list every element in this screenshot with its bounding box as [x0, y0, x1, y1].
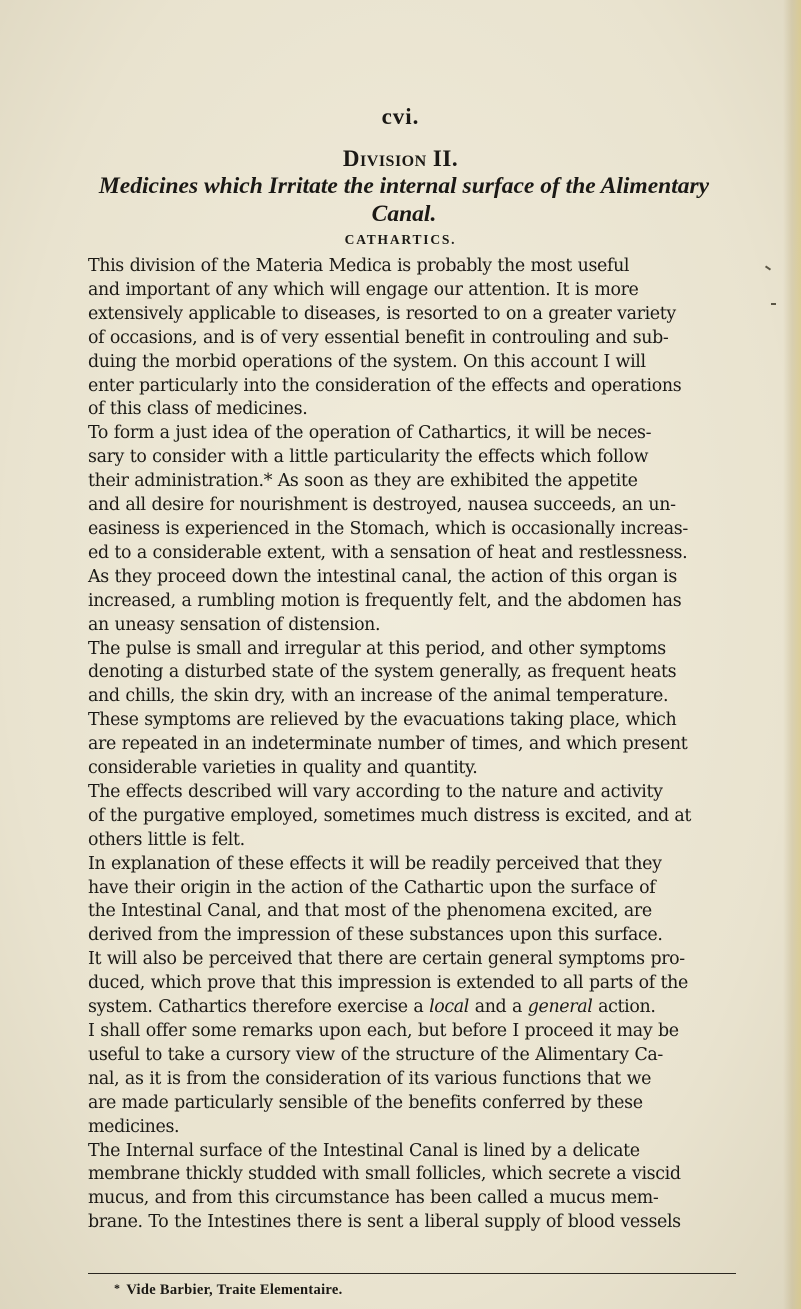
- text-line: This division of the Materia Medica is probably the most useful: [88, 256, 630, 276]
- margin-mark: [771, 303, 776, 305]
- text-line: brane. To the Intestines there is sent a liberal supply of blood vessels: [88, 1212, 681, 1233]
- section-heading: CATHARTICS.: [344, 232, 457, 247]
- text-line: nal, as it is from the consideration of its various functions that we: [88, 1068, 652, 1089]
- text-line: sary to consider with a little particularity the effects which follow: [88, 447, 649, 468]
- footnote-rule: [88, 1273, 736, 1274]
- text-line: mucus, and from this circumstance has been called a mucus mem-: [88, 1188, 659, 1209]
- footnote-marker: *: [114, 1281, 121, 1295]
- text-line: These symptoms are relieved by the evacuations taking place, which: [88, 710, 677, 731]
- text-line: are made particularly sensible of the benefits conferred by these: [88, 1092, 643, 1113]
- text-line: have their origin in the action of the Cathartic upon the surface of: [88, 877, 656, 898]
- text-segment: and a: [469, 997, 528, 1018]
- text-line: medicines.: [88, 1116, 180, 1137]
- text-segment: system. Cathartics therefore exercise a: [88, 997, 430, 1018]
- text-line: of this class of medicines.: [88, 399, 308, 420]
- text-line: ed to a considerable extent, with a sensation of heat and restlessness.: [88, 542, 688, 563]
- text-line: It will also be perceived that there are certain general symptoms pro-: [88, 949, 685, 970]
- text-line: enter particularly into the consideration of the effects and operations: [88, 375, 682, 396]
- text-line: and important of any which will engage our attention. It is more: [88, 279, 639, 300]
- text-segment: action.: [592, 997, 656, 1018]
- text-line: The Internal surface of the Intestinal Canal is lined by a delicate: [88, 1140, 640, 1161]
- text-line: In explanation of these effects it will be readily perceived that they: [88, 853, 662, 874]
- text-line: easiness is experienced in the Stomach, which is occasionally increas-: [88, 518, 688, 539]
- text-line: duing the morbid operations of the system. On this account I will: [88, 351, 646, 372]
- text-line: The effects described will vary according to the nature and activity: [88, 781, 663, 802]
- text-line: The pulse is small and irregular at this period, and other symptoms: [88, 638, 666, 659]
- footnote-text: Vide Barbier, Traite Elementaire.: [126, 1282, 343, 1298]
- text-line: others little is felt.: [88, 829, 245, 850]
- chapter-title: Medicines which Irritate the internal surface of the Alimentary Canal.: [98, 173, 710, 227]
- page-number: cvi.: [381, 104, 420, 129]
- text-line: derived from the impression of these substances upon this surface.: [88, 925, 663, 946]
- text-line: are repeated in an indeterminate number of times, and which present: [88, 734, 688, 755]
- text-line: their administration.* As soon as they are exhibited the appetite: [88, 471, 638, 492]
- footnote: [114, 1281, 343, 1299]
- text-line: of occasions, and is of very essential benefit in controuling and sub-: [88, 327, 669, 348]
- emphasis-local: local: [429, 997, 470, 1018]
- emphasis-general: general: [527, 997, 593, 1018]
- text-line: and chills, the skin dry, with an increase of the animal temperature.: [88, 686, 669, 707]
- text-line: increased, a rumbling motion is frequently felt, and the abdomen has: [88, 590, 682, 611]
- text-line: To form a just idea of the operation of Cathartics, it will be neces-: [88, 423, 652, 444]
- page-edge-shadow: [783, 0, 801, 1309]
- body-text: [88, 255, 736, 1235]
- text-line: the Intestinal Canal, and that most of the phenomena excited, are: [88, 901, 652, 922]
- text-line: considerable varieties in quality and quantity.: [88, 758, 478, 779]
- text-line: duced, which prove that this impression is extended to all parts of the: [88, 973, 688, 994]
- text-line: I shall offer some remarks upon each, but before I proceed it may be: [88, 1021, 679, 1041]
- text-line: extensively applicable to diseases, is resorted to on a greater variety: [88, 303, 676, 324]
- text-line: membrane thickly studded with small follicles, which secrete a viscid: [88, 1164, 681, 1185]
- text-line: useful to take a cursory view of the structure of the Alimentary Ca-: [88, 1044, 663, 1065]
- text-line: an uneasy sensation of distension.: [88, 614, 381, 635]
- division-heading: Division II.: [342, 146, 459, 171]
- text-line: and all desire for nourishment is destroyed, nausea succeeds, an un-: [88, 495, 676, 516]
- text-line-local-general: [88, 996, 736, 1020]
- text-line: denoting a disturbed state of the system generally, as frequent heats: [88, 662, 677, 683]
- text-line: As they proceed down the intestinal canal, the action of this organ is: [88, 566, 677, 587]
- text-line: of the purgative employed, sometimes much distress is excited, and at: [88, 805, 692, 826]
